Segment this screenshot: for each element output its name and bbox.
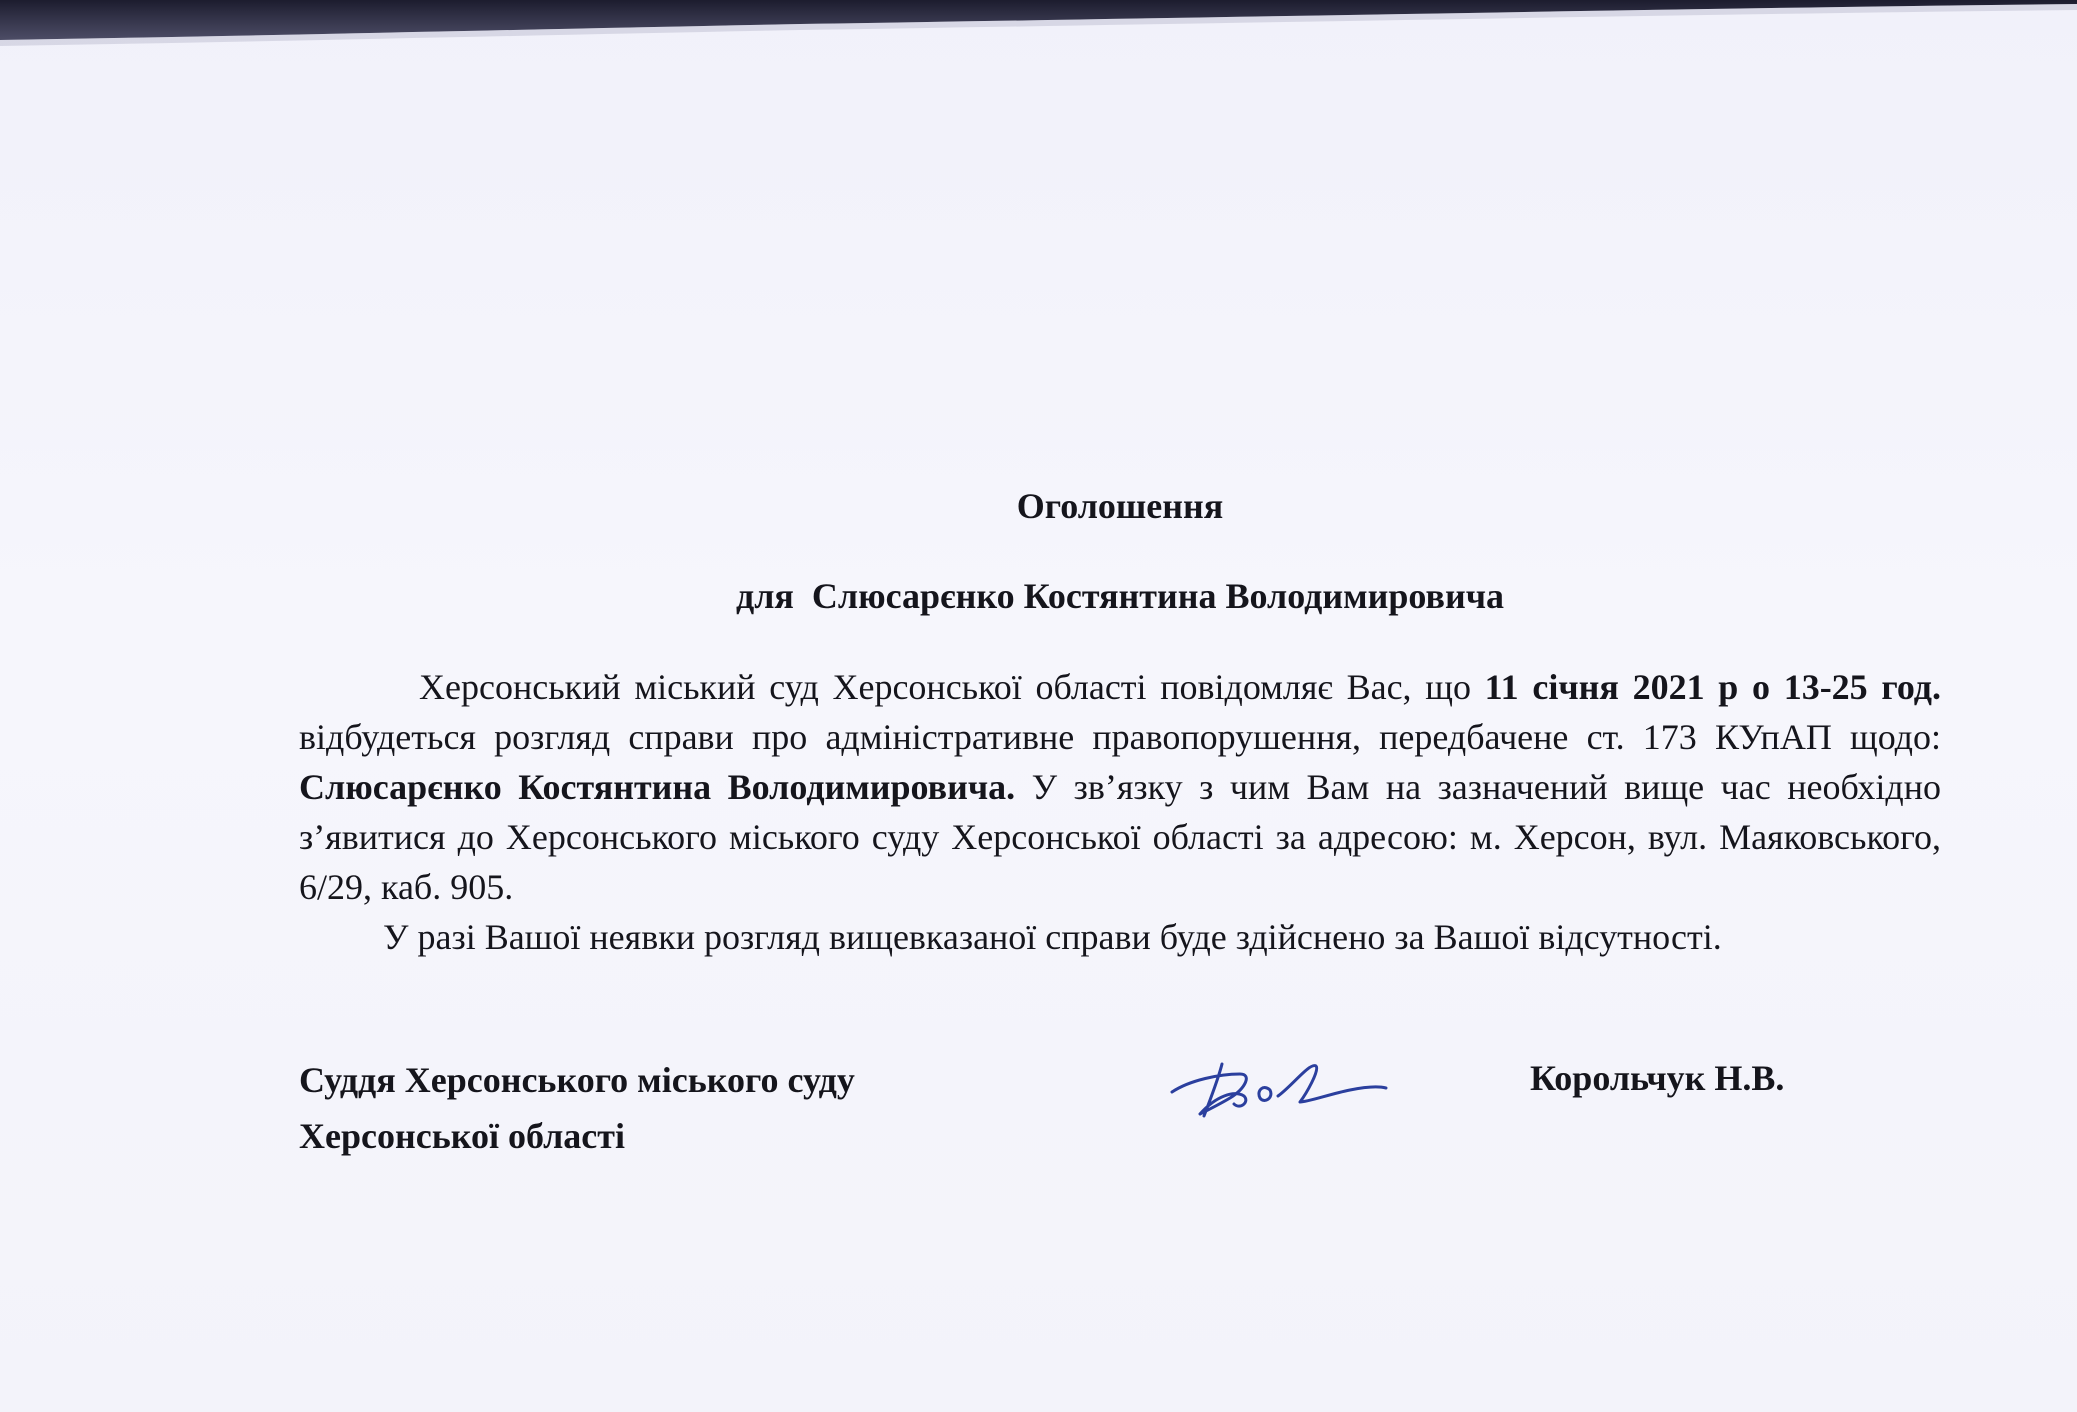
notice-paragraph-absence: У разі Вашої неявки розгляд вищевказаної справи буде здійснено за Вашої відсутності. [383, 917, 1722, 957]
notice-recipient: для Слюсарєнко Костянтина Володимировича [735, 576, 1504, 616]
judge-position [299, 1052, 855, 1164]
paper-edge-shadow [0, 0, 2077, 60]
judge-name: Корольчук Н.В. [1530, 1058, 1785, 1098]
paragraph-text: У зв’язку з чим Вам на зазначений вище час необхідно з’явитися до Херсонського міського суду Херсонської області за адресою: м. Херсон, вул. Маяковського, 6/29, каб. 905. [299, 767, 1942, 907]
hearing-date-time: 11 січня 2021 р о 13-25 год. [1484, 667, 1942, 707]
judge-position-line1: Суддя Херсонського міського суду [299, 1060, 855, 1100]
paragraph-text: відбудеться розгляд справи про адміністративне правопорушення, передбачене ст. 173 КУпАП щодо: [299, 717, 1941, 757]
notice-body [299, 662, 1941, 962]
handwritten-signature-icon [1160, 1040, 1400, 1130]
person-name: Слюсарєнко Костянтина Володимировича. [299, 767, 1016, 807]
paragraph-text: Херсонський міський суд Херсонської області повідомляє Вас, що [419, 667, 1485, 707]
judge-position-line2: Херсонської області [299, 1116, 625, 1156]
notice-title: Оголошення [1016, 486, 1224, 526]
notice-paragraph-main [299, 662, 1941, 912]
